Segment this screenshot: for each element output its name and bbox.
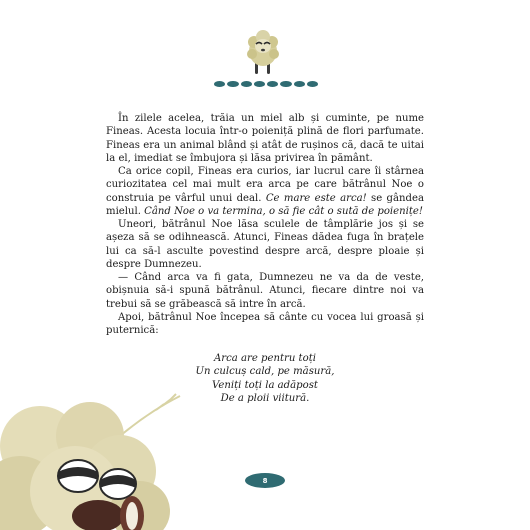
- divider-dot: [294, 81, 305, 87]
- divider-dot: [280, 81, 291, 87]
- paragraph-text: se gândea mielul.: [106, 192, 424, 217]
- page-number: 8: [262, 476, 268, 485]
- italic-text: Ce mare este arca!: [265, 192, 367, 204]
- sheep-illustration: [0, 376, 200, 530]
- paragraph-text: Apoi, bătrânul Noe începea să cânte cu vocea lui groasă și puternică:: [106, 311, 424, 336]
- divider-dot: [227, 81, 238, 87]
- divider-dot: [254, 81, 265, 87]
- story-paragraph: [106, 165, 424, 218]
- story-text: [106, 112, 424, 337]
- poem-line: Veniți toți la adăpost: [212, 379, 318, 391]
- page-number-badge: [245, 473, 285, 488]
- poem-line: Arca are pentru toți: [214, 353, 316, 364]
- paragraph-text: Uneori, bătrânul Noe lăsa sculele de tâmplărie jos și se așeza să se odihnească. Atunci, Fineas dădea fuga în brațele lui ca să-l asculte povestind despre arcă, despre ploaie și despre Dumnezeu.: [106, 219, 424, 270]
- paragraph-text: Ca orice copil, Fineas era curios, iar lucrul care îi stârnea curiozitatea cel mai mult era arca pe care bătrânul Noe o construia pe vârful unui deal.: [106, 166, 424, 204]
- paragraph-text: — Când arca va fi gata, Dumnezeu ne va da de veste, obișnuia să-i spună bătrânul. Atunci, fiecare dintre noi va trebui să se grăbească să intre în arcă.: [106, 272, 424, 310]
- divider-dot: [307, 81, 318, 87]
- story-paragraph: [106, 218, 424, 271]
- divider-dot: [267, 81, 278, 87]
- divider-dot: [241, 81, 252, 87]
- sheep-icon: [243, 24, 283, 76]
- poem-line: Un culcuș cald, pe măsură,: [195, 366, 335, 378]
- poem-line: De a ploii viitură.: [220, 392, 310, 404]
- italic-text: Când Noe o va termina, o să fie cât o sută de poienițe!: [144, 205, 423, 217]
- story-paragraph: [106, 271, 424, 311]
- dots-divider-icon: [214, 79, 318, 89]
- story-paragraph: [106, 112, 424, 165]
- paragraph-text: În zilele acelea, trăia un miel alb și cuminte, pe nume Fineas. Acesta locuia într-o poieniță plină de flori parfumate. Fineas era un animal blând și atât de rușinos că, dacă te uitai la el, imediat se îmbujora și lăsa privirea în pământ.: [106, 113, 424, 164]
- divider-dot: [214, 81, 225, 87]
- story-paragraph: [106, 311, 424, 338]
